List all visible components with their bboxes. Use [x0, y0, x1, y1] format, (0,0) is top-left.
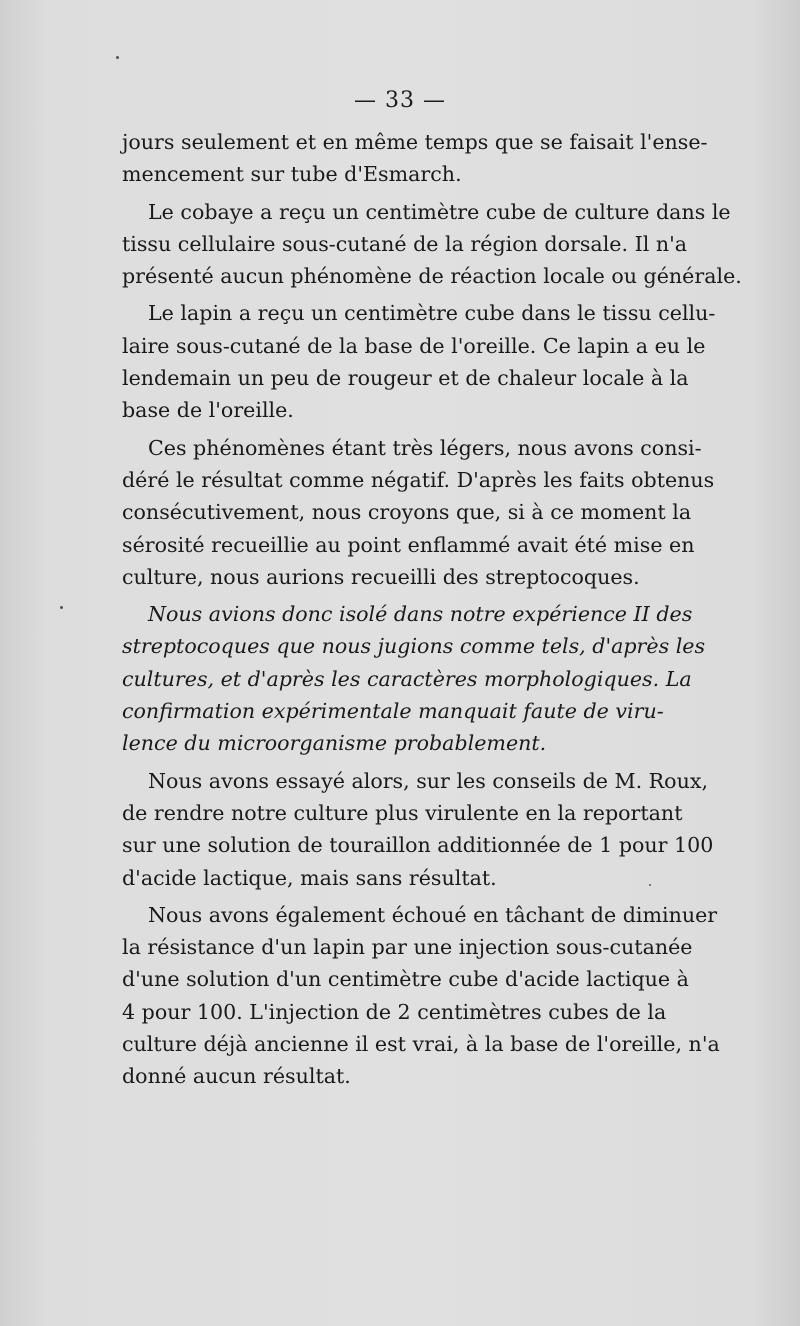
text-line: culture déjà ancienne il est vrai, à la base de l'oreille, n'a — [122, 1032, 720, 1057]
text-line: de rendre notre culture plus virulente en la reportant — [122, 800, 683, 825]
paragraph-7 — [122, 899, 720, 1093]
paper-speck — [649, 884, 651, 886]
text-line: mencement sur tube d'Esmarch. — [122, 162, 462, 187]
text-line: Nous avons essayé alors, sur les conseils de M. Roux, — [148, 768, 708, 793]
text-line: Le cobaye a reçu un centimètre cube de culture dans le — [148, 199, 731, 224]
paragraph-1 — [122, 126, 708, 191]
text-line: streptocoques que nous jugions comme tels, d'après les — [122, 634, 706, 659]
text-line: Ces phénomènes étant très légers, nous avons consi- — [148, 435, 702, 460]
text-line: base de l'oreille. — [122, 398, 294, 423]
text-line: présenté aucun phénomène de réaction locale ou générale. — [122, 264, 742, 289]
text-line: tissu cellulaire sous-cutané de la région dorsale. Il n'a — [122, 231, 688, 256]
text-line: jours seulement et en même temps que se faisait l'ense- — [122, 130, 708, 154]
paper-speck — [60, 606, 63, 609]
text-line: donné aucun résultat. — [122, 1064, 351, 1089]
text-line: la résistance d'un lapin par une injection sous-cutanée — [122, 935, 693, 960]
paragraph-6 — [122, 765, 714, 894]
body-text — [122, 126, 742, 1098]
text-line: déré le résultat comme négatif. D'après les faits obtenus — [122, 467, 715, 492]
text-line: sur une solution de touraillon additionnée de 1 pour 100 — [122, 833, 714, 858]
text-line: cultures, et d'après les caractères morphologiques. La — [122, 666, 692, 691]
paragraph-5-italic — [122, 598, 706, 759]
page-number: — 33 — — [354, 88, 446, 113]
paper-speck — [116, 56, 119, 59]
paragraph-3 — [122, 297, 716, 426]
paragraph-4 — [122, 432, 715, 593]
text-line: lence du microorganisme probablement. — [122, 731, 547, 756]
text-line: sérosité recueillie au point enflammé avait été mise en — [122, 532, 695, 557]
text-line: consécutivement, nous croyons que, si à ce moment la — [122, 500, 692, 525]
text-line: culture, nous aurions recueilli des streptocoques. — [122, 564, 640, 589]
text-line: confirmation expérimentale manquait faute de viru- — [122, 699, 664, 724]
text-line: 4 pour 100. L'injection de 2 centimètres cubes de la — [122, 999, 667, 1024]
text-line: lendemain un peu de rougeur et de chaleur locale à la — [122, 366, 689, 391]
text-line: Nous avions donc isolé dans notre expérience II des — [148, 602, 693, 627]
text-line: Le lapin a reçu un centimètre cube dans le tissu cellu- — [148, 301, 716, 326]
paragraph-2 — [122, 196, 742, 293]
text-line: d'une solution d'un centimètre cube d'acide lactique à — [122, 967, 689, 992]
text-line: Nous avons également échoué en tâchant de diminuer — [148, 902, 718, 927]
text-line: d'acide lactique, mais sans résultat. — [122, 865, 497, 890]
text-line: laire sous-cutané de la base de l'oreille. Ce lapin a eu le — [122, 333, 706, 358]
